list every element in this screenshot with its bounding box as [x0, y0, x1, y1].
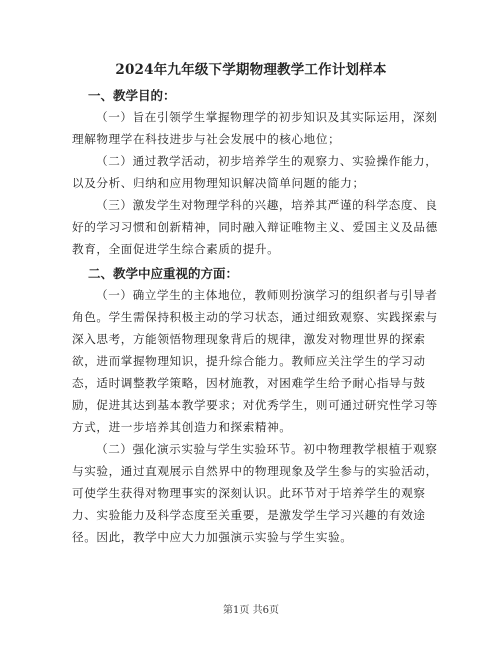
paragraph-line: 深入思考，方能领悟物理现象背后的规律，激发对物理世界的探索 — [72, 332, 426, 346]
page-number-footer: 第1页 共6页 — [223, 605, 279, 616]
paragraph-line: （三）激发学生对物理学科的兴趣，培养其严谨的科学态度、良 — [96, 198, 438, 212]
paragraph-line: 可使学生获得对物理事实的深刻认识。此环节对于培养学生的观察 — [72, 486, 426, 500]
section-heading-teaching-focus: 二、教学中应重视的方面： — [88, 266, 239, 281]
paragraph-line: 好的学习习惯和创新精神，同时融入辩证唯物主义、爱国主义及品德 — [72, 220, 438, 234]
paragraph-line: （二）强化演示实验与学生实验环节。初中物理教学根植于观察 — [96, 442, 438, 456]
paragraph-line: 与实验，通过直观展示自然界中的物理现象及学生参与的实验活动， — [72, 464, 438, 478]
paragraph-line: 欲，进而掌握物理知识，提升综合能力。教师应关注学生的学习动 — [72, 354, 426, 368]
paragraph-line: 理解物理学在科技进步与社会发展中的核心地位； — [72, 132, 341, 146]
paragraph-line: 以及分析、归纳和应用物理知识解决简单问题的能力； — [72, 176, 365, 190]
paragraph-line: 方式，进一步培养其创造力和探索精神。 — [72, 420, 292, 434]
paragraph-line: （二）通过教学活动，初步培养学生的观察力、实验操作能力， — [96, 154, 438, 168]
paragraph-line: 径。因此，教学中应大力加强演示实验与学生实验。 — [72, 530, 353, 544]
document-title: 2024年九年级下学期物理教学工作计划样本 — [115, 62, 387, 78]
paragraph-line: 教育，全面促进学生综合素质的提升。 — [72, 242, 280, 256]
section-heading-teaching-goals: 一、教学目的： — [88, 88, 176, 103]
paragraph-line: （一）旨在引领学生掌握物理学的初步知识及其实际运用，深刻 — [96, 110, 438, 124]
paragraph-line: 励，促进其达到基本教学要求；对优秀学生，则可通过研究性学习等 — [72, 398, 438, 412]
paragraph-line: 角色。学生需保持积极主动的学习状态，通过细致观察、实践探索与 — [72, 310, 438, 324]
paragraph-line: 态，适时调整教学策略，因材施教，对困难学生给予耐心指导与鼓 — [72, 376, 426, 390]
paragraph-line: （一）确立学生的主体地位，教师则扮演学习的组织者与引导者 — [96, 288, 438, 302]
paragraph-line: 力、实验能力及科学态度至关重要，是激发学生学习兴趣的有效途 — [72, 508, 426, 522]
